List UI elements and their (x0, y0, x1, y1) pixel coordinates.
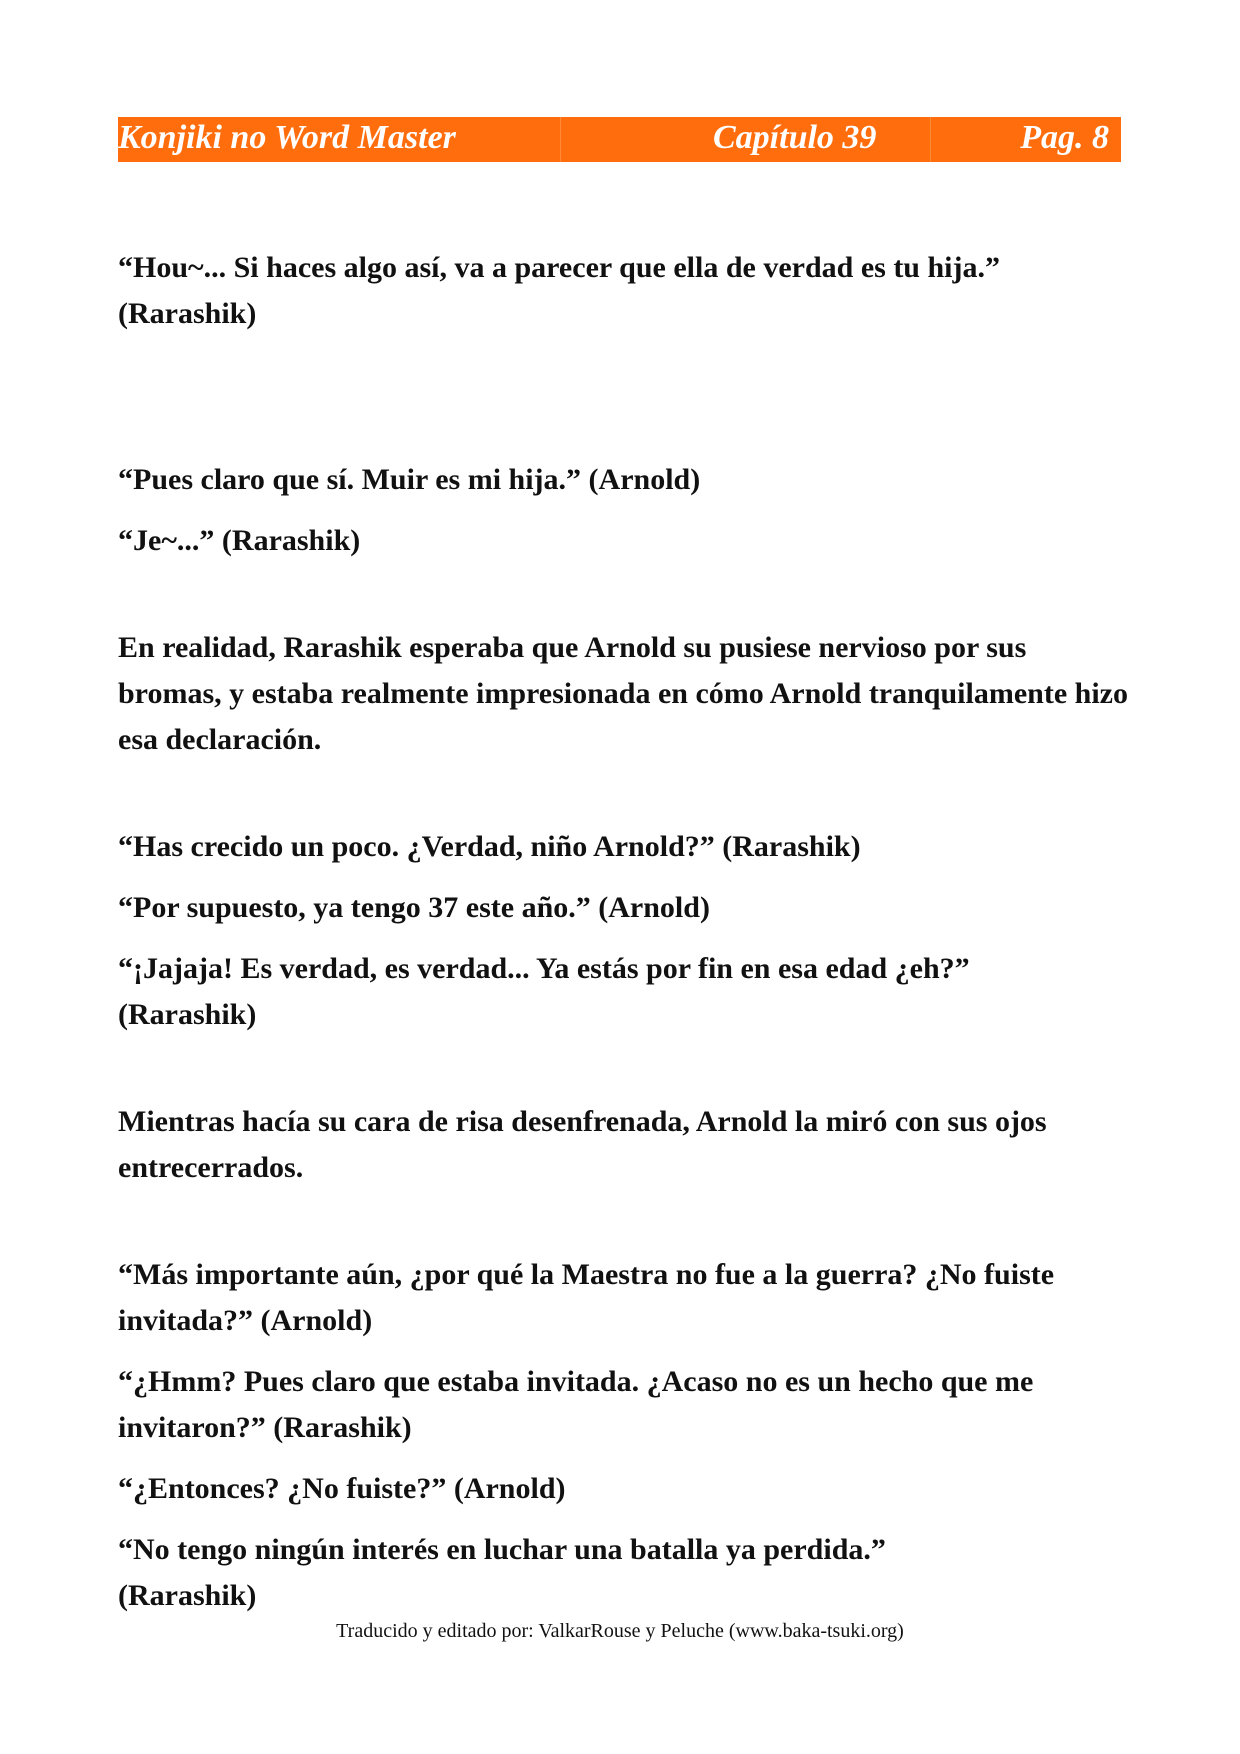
chapter-label: Capítulo 39 (713, 119, 877, 156)
narration-paragraph: En realidad, Rarashik esperaba que Arnold su pusiese nervioso por sus bromas, y estaba realmente impresionada en cómo Arnold tranquilamente hizo esa declaración. (118, 631, 1128, 756)
dialogue-paragraph: “Pues claro que sí. Muir es mi hija.” (Arnold) (118, 463, 701, 496)
dialogue-paragraph: “¿Entonces? ¿No fuiste?” (Arnold) (118, 1472, 566, 1505)
header-divider (930, 117, 931, 162)
dialogue-paragraph: “Hou~... Si haces algo así, va a parecer que ella de verdad es tu hija.” (Rarashik) (118, 251, 1000, 330)
page-number: Pag. 8 (1020, 119, 1109, 156)
page-footer: Traducido y editado por: ValkarRouse y Peluche (www.baka-tsuki.org) (336, 1620, 904, 1642)
narration-paragraph: Mientras hacía su cara de risa desenfrenada, Arnold la miró con sus ojos entrecerrados. (118, 1105, 1047, 1184)
document-body (118, 245, 1128, 1619)
dialogue-paragraph: “Más importante aún, ¿por qué la Maestra no fue a la guerra? ¿No fuiste invitada?” (Arnold) (118, 1258, 1055, 1337)
dialogue-paragraph: “¡Jajaja! Es verdad, es verdad... Ya estás por fin en esa edad ¿eh?” (Rarashik) (118, 952, 970, 1031)
page-header (118, 117, 1121, 162)
dialogue-paragraph: “¿Hmm? Pues claro que estaba invitada. ¿Acaso no es un hecho que me invitaron?” (Rarashik) (118, 1365, 1034, 1444)
dialogue-paragraph: “Has crecido un poco. ¿Verdad, niño Arnold?” (Rarashik) (118, 830, 861, 863)
dialogue-paragraph: “Je~...” (Rarashik) (118, 524, 361, 557)
book-title: Konjiki no Word Master (118, 119, 456, 156)
dialogue-paragraph: “Por supuesto, ya tengo 37 este año.” (Arnold) (118, 891, 710, 924)
dialogue-paragraph: “No tengo ningún interés en luchar una batalla ya perdida.” (Rarashik) (118, 1533, 886, 1612)
header-divider (560, 117, 561, 162)
